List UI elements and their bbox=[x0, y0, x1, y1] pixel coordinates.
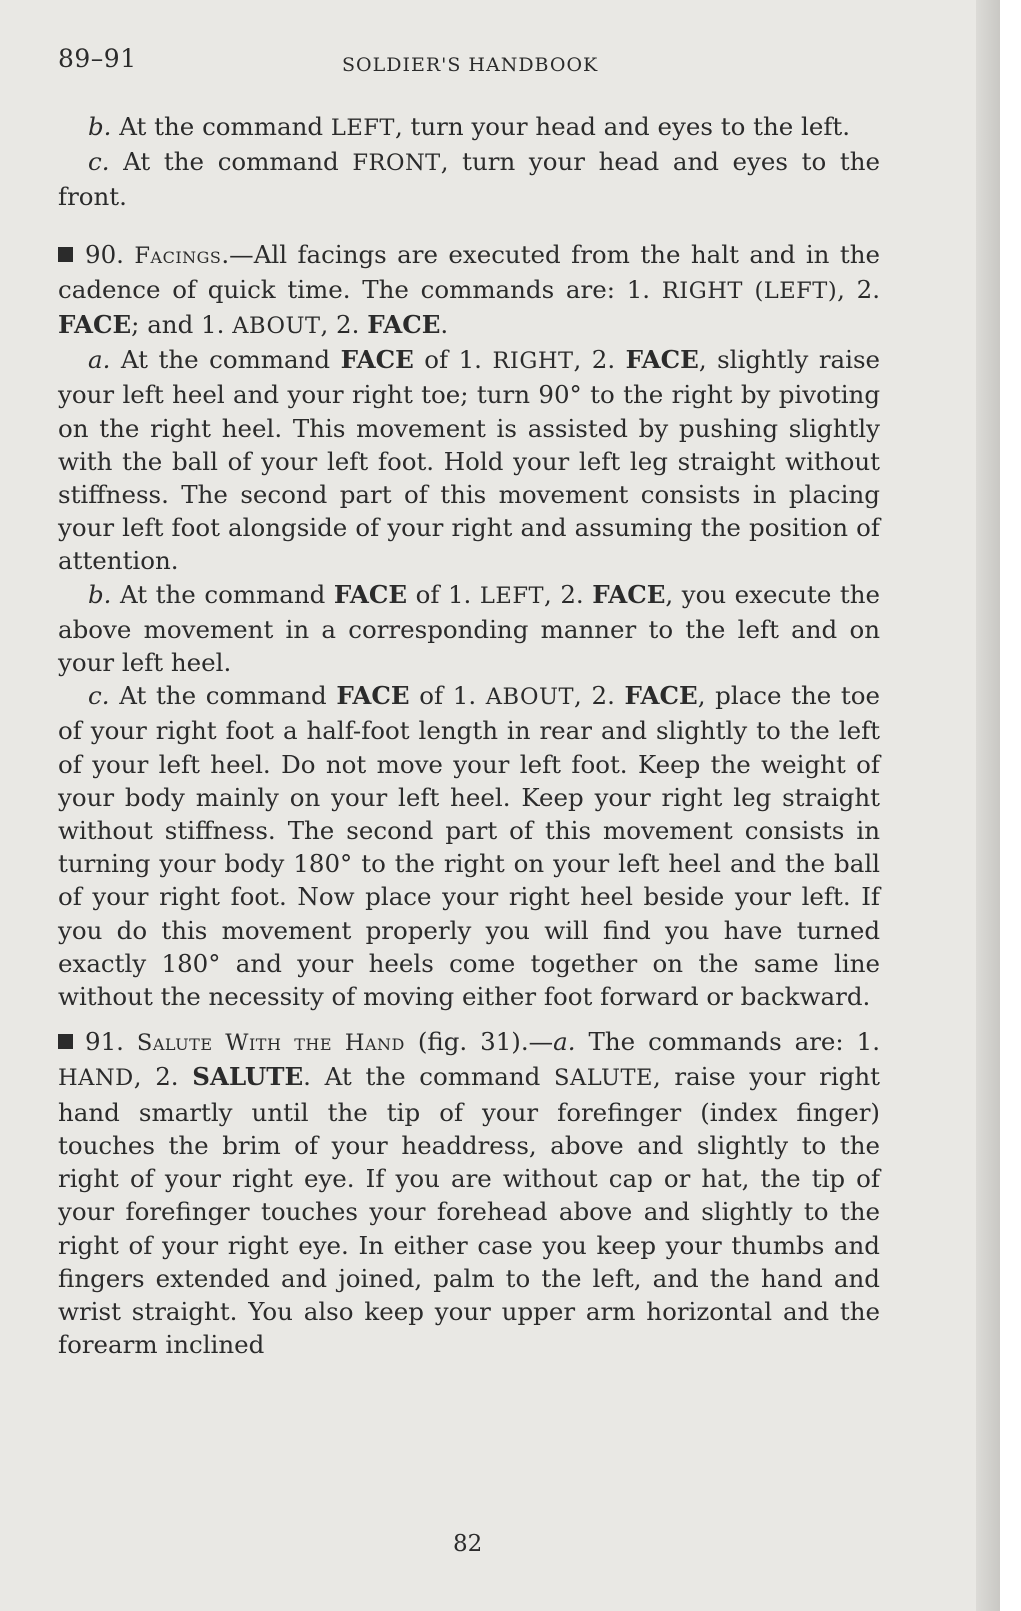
section-heading-facings: Facings bbox=[134, 242, 222, 269]
paragraph-90a: a. At the command FACE of 1. RIGHT, 2. FACE, slightly raise your left heel and your right toe; turn 90° to the right by pivoting on the right heel. This movement is assisted by pushing slightly with the ball of your left foot. Hold your left leg straight without stiffness. The second part of this movement consists in placing your left foot alongside of your right and assuming the position of attention. bbox=[58, 345, 881, 576]
paragraph-90: 90. Facings.—All facings are executed from the halt and in the cadence of quick time. The commands are: 1. RIGHT (LEFT), 2. FACE; and 1. ABOUT, 2. FACE. bbox=[58, 239, 881, 340]
paragraph-91: 91. Salute With the Hand (fig. 31).—a. The commands are: 1. HAND, 2. SALUTE. At the command SALUTE, raise your right hand smartly until the tip of your forefinger (index finger) touches the brim of your headdress, above and slightly to the right of your right eye. If you are without cap or hat, the tip of your forefinger touches your forehead above and slightly to the right of your right eye. In either case you keep your thumbs and fingers extended and joined, palm to the left, and the hand and wrist straight. You also keep your upper arm horizontal and the forearm inclined bbox=[58, 1027, 881, 1360]
command-left: LEFT bbox=[330, 115, 395, 141]
paragraph-90b: b. At the command FACE of 1. LEFT, 2. FACE, you execute the above movement in a corresponding manner to the left and on your left heel. bbox=[58, 579, 880, 678]
section-marker-icon bbox=[58, 247, 73, 262]
page-edge-shadow bbox=[976, 0, 1000, 1611]
paragraph-90c: c. At the command FACE of 1. ABOUT, 2. FACE, place the toe of your right foot a half-foot length in rear and slightly to the left of your left heel. Do not move your left foot. Keep the weight of your body mainly on your left heel. Keep your right leg straight without stiffness. The second part of this movement consists in turning your body 180° to the right on your left heel and the ball of your right foot. Now place your right heel beside your left. If you do this movement properly you will find you have turned exactly 180° and your heels come together on the same line without the necessity of moving either foot forward or backward. bbox=[58, 681, 881, 1012]
command-front: FRONT bbox=[352, 150, 441, 177]
page-number: 82 bbox=[453, 1531, 483, 1557]
running-title: SOLDIER'S HANDBOOK bbox=[342, 54, 599, 76]
section-marker-icon bbox=[58, 1034, 73, 1049]
paragraph-89c: c. At the command FRONT, turn your head and eyes to the front. bbox=[58, 147, 880, 212]
section-heading-salute: Salute With the Hand bbox=[136, 1030, 405, 1057]
section-range: 89–91 bbox=[58, 44, 137, 73]
paragraph-89b: b. At the command LEFT, turn your head and eyes to the left. bbox=[88, 112, 851, 141]
body-text bbox=[58, 110, 880, 1361]
